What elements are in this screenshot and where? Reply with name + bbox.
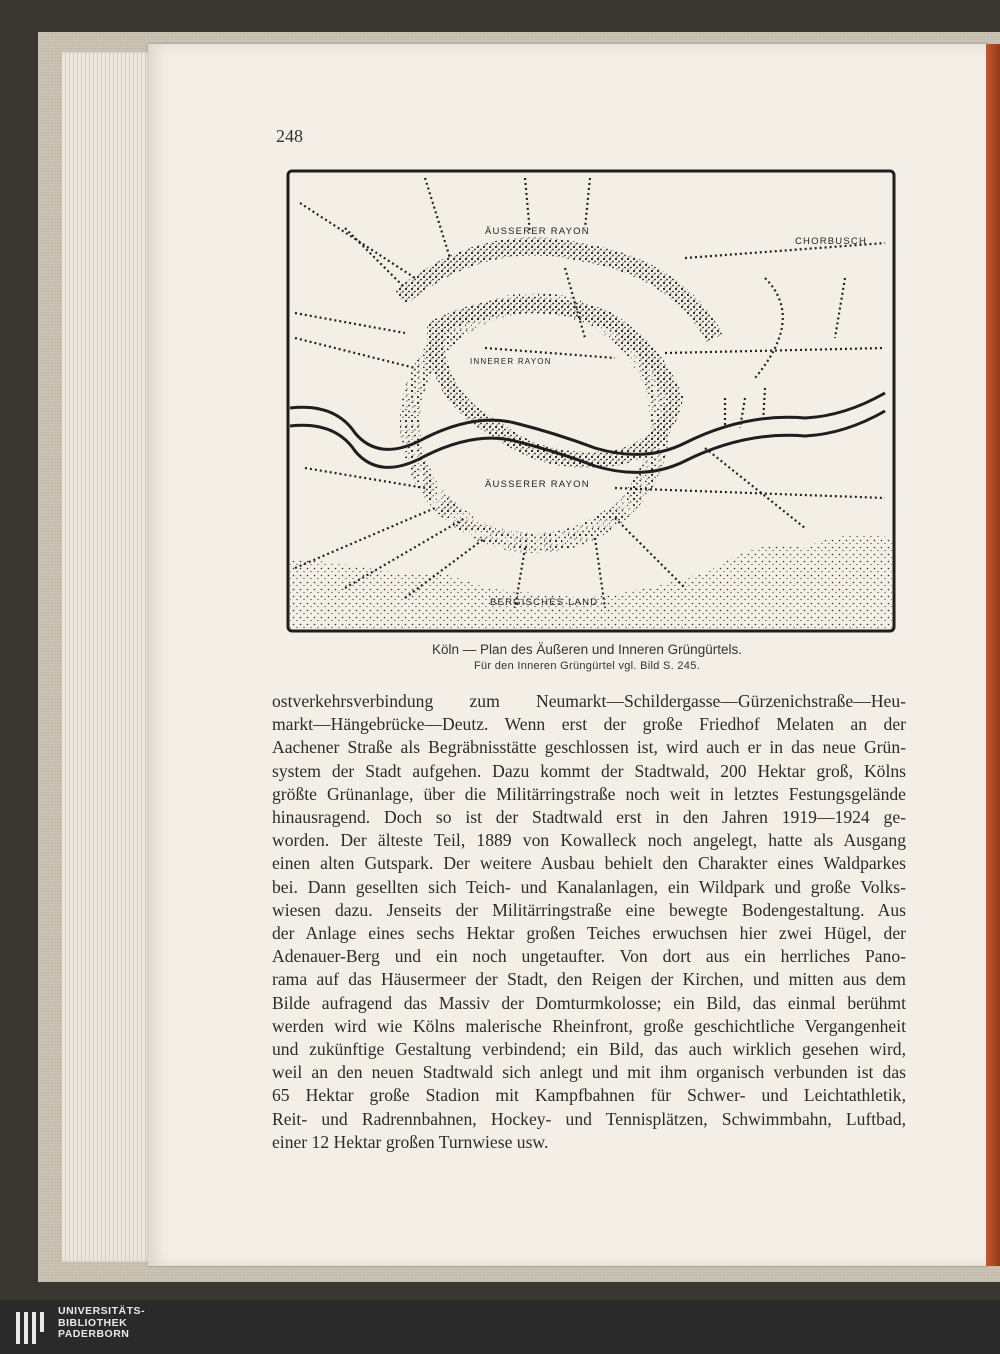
figure-caption <box>272 642 902 672</box>
text-line: Aachener Straße als Begräbnisstätte geschlossen ist, wird auch er in das neue Grün- <box>272 737 906 758</box>
library-logo-icon <box>14 1308 54 1348</box>
text-line: markt—Hängebrücke—Deutz. Wenn erst der große Friedhof Melaten an der <box>272 714 906 735</box>
text-line: größte Grünanlage, über die Militärringstraße noch weit in letztes Festungsgelände <box>272 783 906 804</box>
text-line: ostverkehrsverbindung zum Neumarkt—Schildergasse—Gürzenichstraße—Heu- <box>272 691 906 711</box>
text-line: Bilde aufragend das Massiv der Domturmkolosse; ein Bild, das einmal berühmt <box>272 992 906 1013</box>
text-line: system der Stadt aufgehen. Dazu kommt der Stadtwald, 200 Hektar groß, Kölns <box>272 760 906 781</box>
text-line: einer 12 Hektar großen Turnwiese usw. <box>272 1131 549 1152</box>
text-line: wiesen dazu. Jenseits der Militärringstraße eine bewegte Bodengestaltung. Aus <box>272 899 906 920</box>
text-line: worden. Der älteste Teil, 1889 von Kowalleck noch angelegt, hatte als Ausgang <box>272 830 906 851</box>
book-edge-right <box>986 44 1000 1266</box>
text-line: bei. Dann gesellten sich Teich- und Kanalanlagen, ein Wildpark und große Volks- <box>272 876 906 897</box>
text-line: Reit- und Radrennbahnen, Hockey- und Tennisplätzen, Schwimmbahn, Luftbad, <box>272 1108 906 1129</box>
text-line: Adenauer-Berg und ein noch ungetaufter. Von dort aus ein herrliches Pano- <box>272 946 906 967</box>
library-name <box>58 1306 145 1341</box>
page-edges <box>62 52 152 1262</box>
page-number: 248 <box>276 126 303 146</box>
text-line: einen alten Gutspark. Der weitere Ausbau behielt den Charakter eines Waldparkes <box>272 853 906 874</box>
label-inner: INNERER RAYON <box>470 357 552 366</box>
text-line: rama auf das Häusermeer der Stadt, den Reigen der Kirchen, und mitten aus dem <box>272 969 906 990</box>
caption-main: Köln — Plan des Äußeren und Inneren Grüngürtels. <box>432 642 742 657</box>
text-line: weil an den neuen Stadtwald sich anlegt und mit ihm organisch verbunden ist das <box>272 1062 906 1083</box>
text-line: hinausragend. Doch so ist der Stadtwald erst in den Jahren 1919—1924 ge- <box>272 807 906 828</box>
text-line: 65 Hektar große Stadion mit Kampfbahnen für Schwer- und Leichtathletik, <box>272 1085 906 1106</box>
caption-sub: Für den Inneren Grüngürtel vgl. Bild S. 245. <box>474 660 700 672</box>
library-line-3: PADERBORN <box>58 1328 130 1340</box>
label-bergisches: BERGISCHES LAND <box>490 597 599 608</box>
footer-bar <box>0 1300 1000 1354</box>
text-line: der Anlage eines sechs Hektar großen Teiches erwuchsen hier zwei Hügel, der <box>272 923 906 944</box>
label-chorbusch: CHORBUSCH <box>795 236 868 247</box>
label-outer-bottom: ÄUSSERER RAYON <box>485 479 590 490</box>
green-belt-map <box>285 168 897 634</box>
text-line: und zukünftige Gestaltung verbindend; ein Bild, das auch wirklich gesehen wird, <box>272 1039 906 1060</box>
label-outer-top: ÄUSSERER RAYON <box>485 226 590 237</box>
library-line-2: BIBLIOTHEK <box>58 1316 128 1329</box>
library-line-1: UNIVERSITÄTS- <box>58 1305 146 1317</box>
text-line: werden wird wie Kölns malerische Rheinfront, große geschichtliche Vergangenheit <box>272 1015 906 1036</box>
body-text <box>272 690 906 1154</box>
